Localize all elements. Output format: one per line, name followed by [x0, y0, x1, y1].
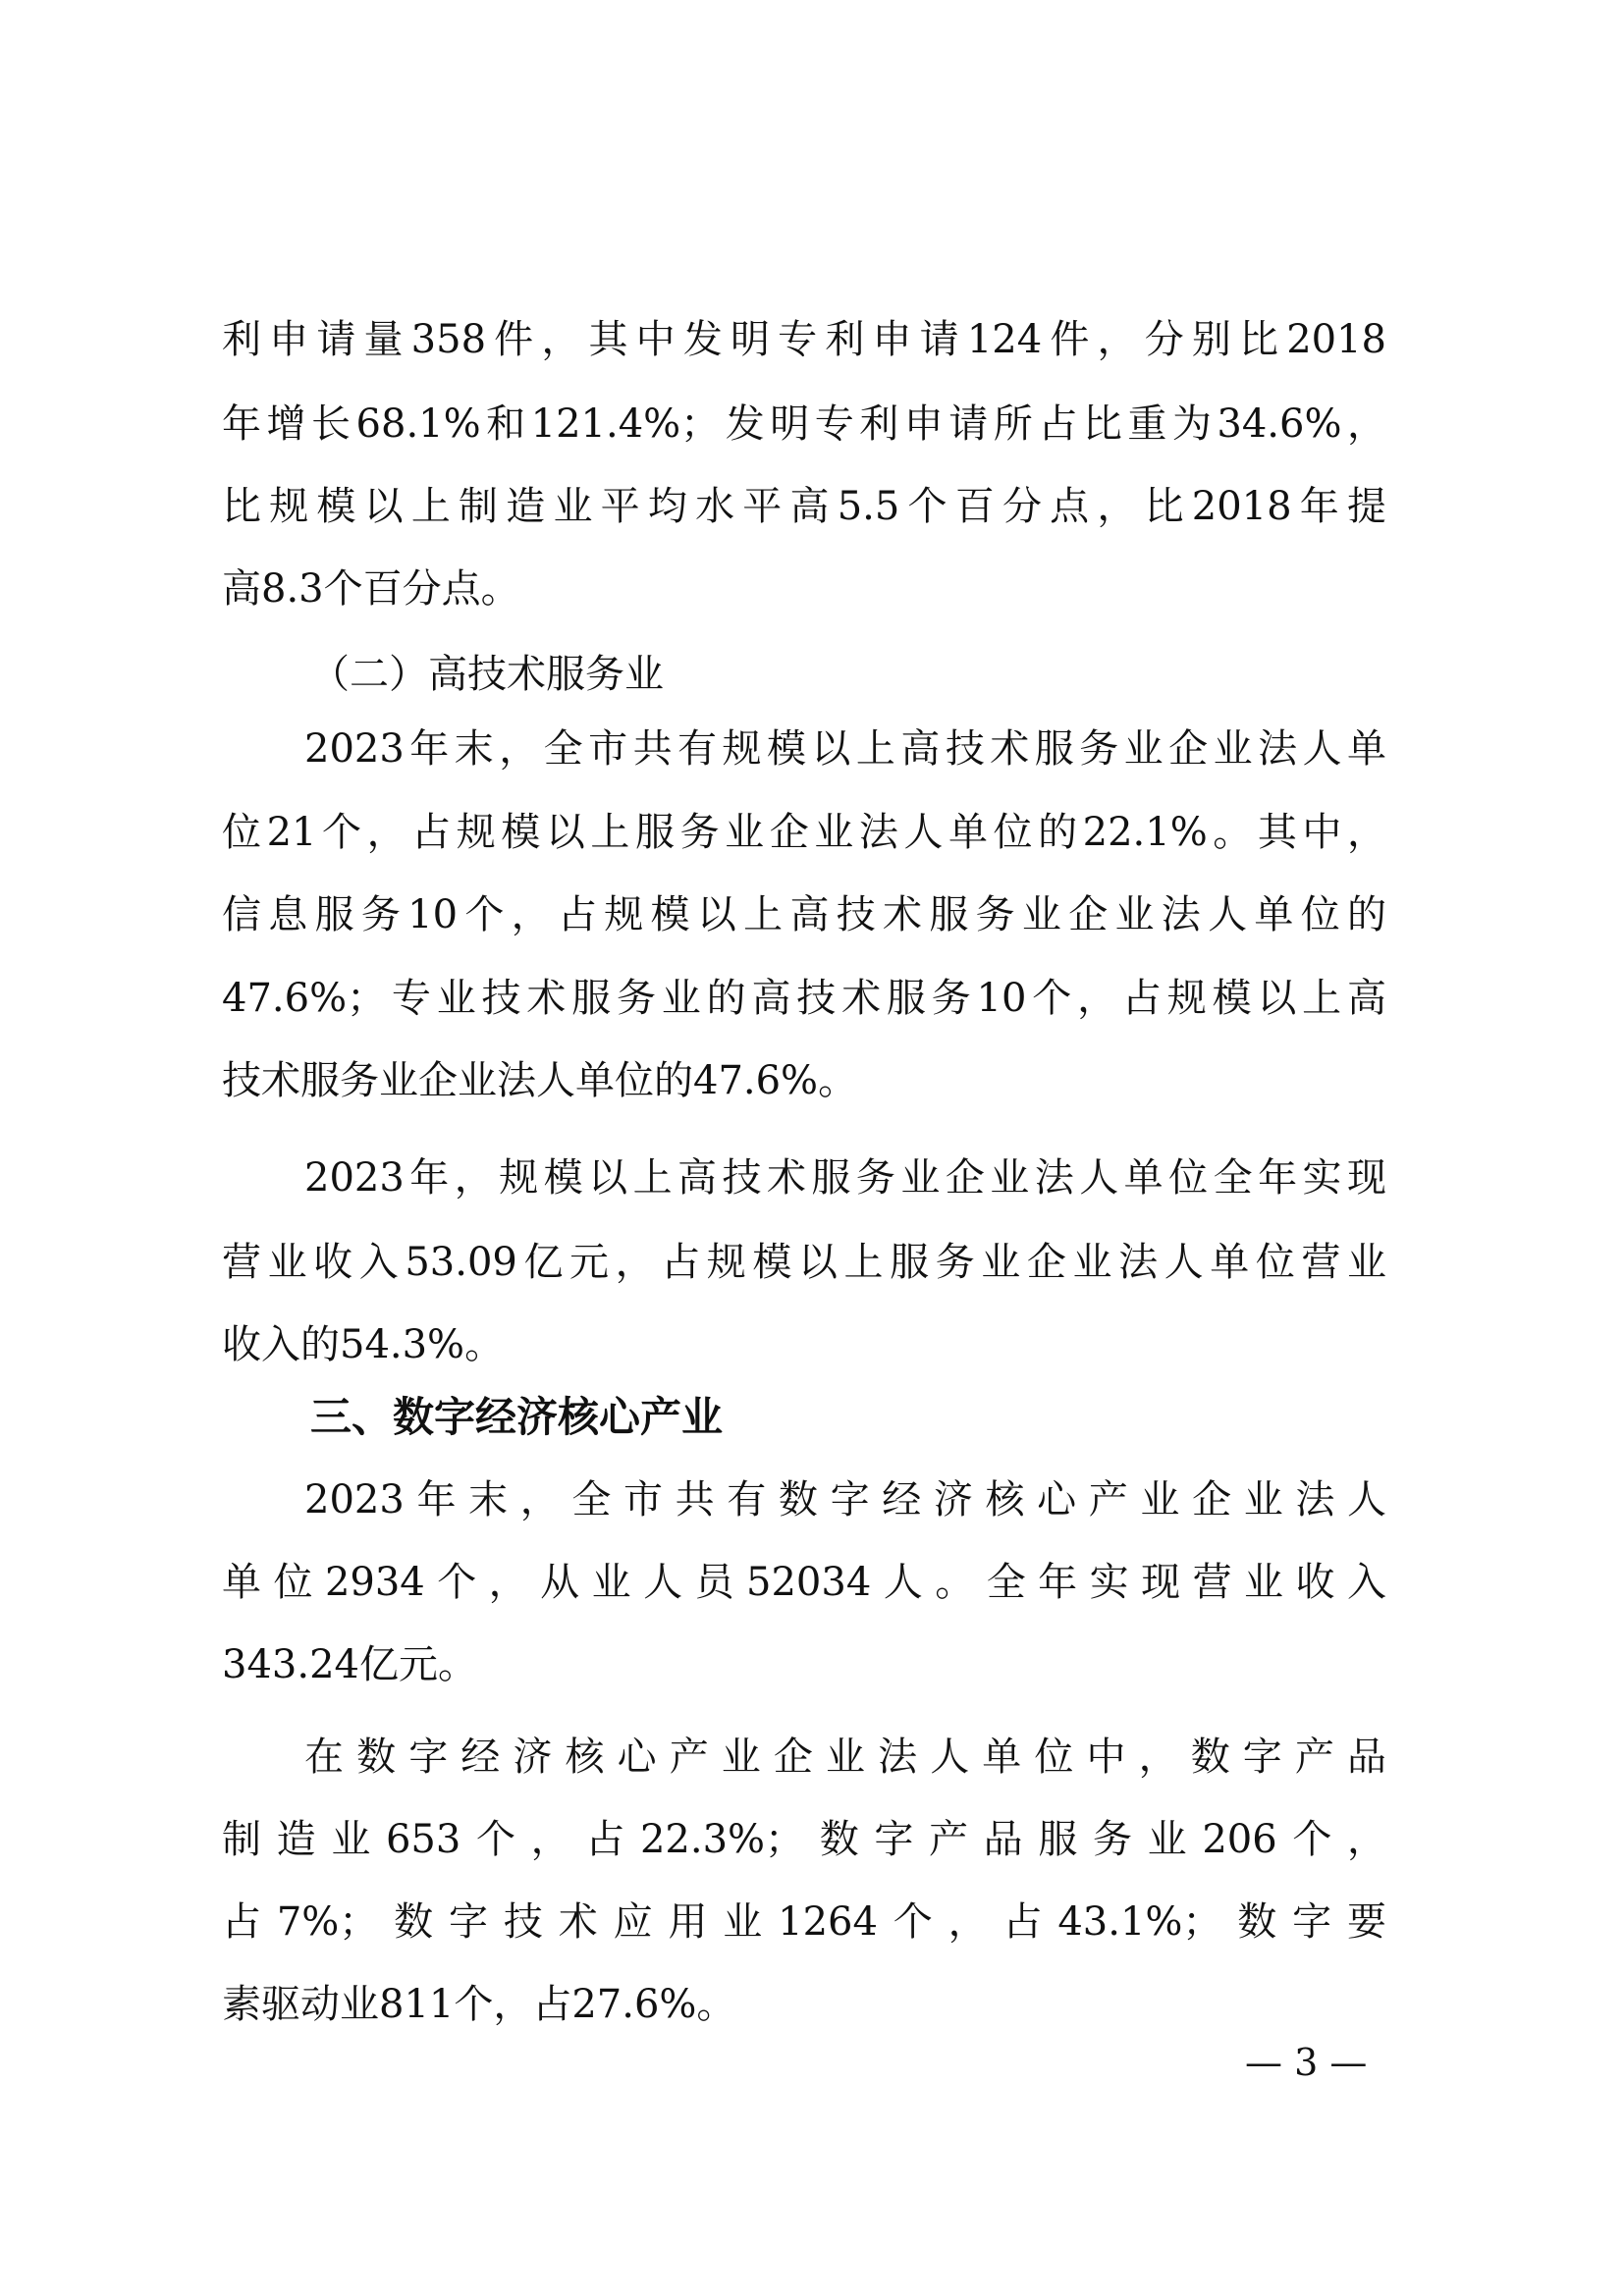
text-line: 技术服务业企业法人单位的47.6%。	[222, 1058, 858, 1103]
text-line: 在数字经济核心产业企业法人单位中，数字产品	[304, 1735, 1386, 1780]
text-line: 营业收入53.09亿元，占规模以上服务业企业法人单位营业	[222, 1240, 1386, 1285]
text-line: 利申请量358件，其中发明专利申请124件，分别比2018	[222, 317, 1386, 362]
text-line: 2023年末，全市共有数字经济核心产业企业法人	[304, 1477, 1386, 1522]
subheading-high-tech-services: （二）高技术服务业	[310, 652, 664, 697]
text-line: 制造业653个，占22.3%；数字产品服务业206个，	[222, 1817, 1386, 1862]
text-line: 343.24亿元。	[222, 1642, 477, 1687]
text-line: 位21个，占规模以上服务业企业法人单位的22.1%。其中，	[222, 810, 1386, 855]
text-line: 单位2934个，从业人员52034人。全年实现营业收入	[222, 1560, 1386, 1605]
text-line: 2023年，规模以上高技术服务业企业法人单位全年实现	[304, 1155, 1386, 1201]
text-line: 比规模以上制造业平均水平高5.5个百分点，比2018年提	[222, 484, 1386, 529]
text-line: 高8.3个百分点。	[222, 566, 520, 612]
section-heading-digital-economy: 三、数字经济核心产业	[310, 1393, 724, 1441]
text-line: 占7%；数字技术应用业1264个，占43.1%；数字要	[222, 1899, 1386, 1945]
text-line: 47.6%；专业技术服务业的高技术服务10个，占规模以上高	[222, 976, 1386, 1021]
text-line: 2023年末，全市共有规模以上高技术服务业企业法人单	[304, 726, 1386, 772]
text-line: 信息服务10个，占规模以上高技术服务业企业法人单位的	[222, 892, 1386, 937]
text-line: 收入的54.3%。	[222, 1322, 505, 1367]
page-number: — 3 —	[1245, 2041, 1368, 2084]
text-line: 年增长68.1%和121.4%；发明专利申请所占比重为34.6%，	[222, 401, 1386, 447]
text-line: 素驱动业811个，占27.6%。	[222, 1982, 736, 2027]
